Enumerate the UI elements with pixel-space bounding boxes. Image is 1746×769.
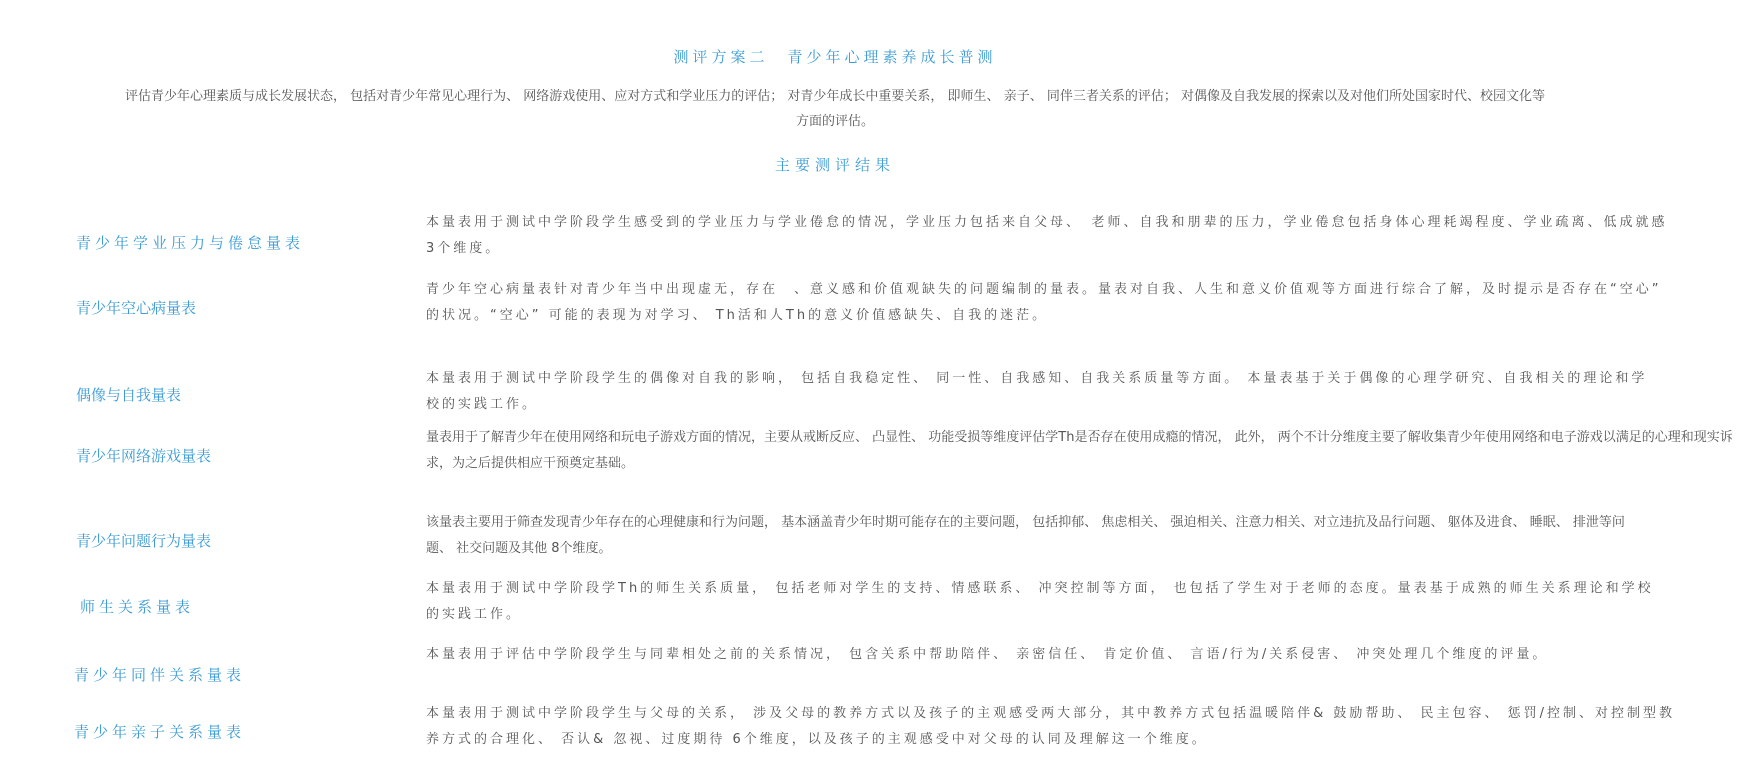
scale-description: 本量表用于评估中学阶段学生与同辈相处之前的关系情况， 包含关系中帮助陪伴、 亲密信任、 肯定价值、 言语/行为/关系侵害、 冲突处理几个维度的评量。 xyxy=(426,647,1549,662)
scale-name: 偶像与自我量表 xyxy=(76,386,182,404)
scale-name: 青少年网络游戏量表 xyxy=(76,447,212,465)
intro-paragraph: 评估青少年心理素质与成长发展状态， 包括对青少年常见心理行为、 网络游戏使用、应对方式和学业压力的评估； 对青少年成长中重要关系， 即师生、 亲子、 同伴三者关系的评估； 对偶像及自我发展的探索以及对他们所处国家时代、校园文化等方面的评估。 xyxy=(125,89,1545,129)
scale-description: 本量表用于测试中学阶段学生与父母的关系， 涉及父母的教养方式以及孩子的主观感受两大部分，其中教养方式包括温暖陪伴& 鼓励帮助、 民主包容、 惩罚/控制、对控制型教养方式的合理化、 否认& 忽视、过度期待 6个维度，以及孩子的主观感受中对父母的认同及理解这一个维度。 xyxy=(426,706,1676,747)
scale-description: 该量表主要用于筛查发现青少年存在的心理健康和行为问题， 基本涵盖青少年时期可能存在的主要问题， 包括抑郁、 焦虑相关、 强迫相关、注意力相关、对立违抗及品行问题、 躯体及进食、 睡眠、 排泄等问题、 社交问题及其他 8个维度。 xyxy=(426,515,1625,556)
section-subtitle: 主要测评结果 xyxy=(774,156,895,174)
scale-name: 青少年学业压力与倦怠量表 xyxy=(76,234,305,252)
scale-description: 量表用于了解青少年在使用网络和玩电子游戏方面的情况，主要从戒断反应、 凸显性、 功能受损等维度评估学Th是否存在使用成瘾的情况， 此外， 两个不计分维度主要了解收集青少年使用网络和电子游戏以满足的心理和现实诉求，为之后提供相应干预奠定基础。 xyxy=(426,430,1733,471)
page-title: 测评方案二 青少年心理素养成长普测 xyxy=(673,48,997,66)
scale-name: 青少年同伴关系量表 xyxy=(74,666,246,684)
scale-description: 本量表用于测试中学阶段学生感受到的学业压力与学业倦怠的情况，学业压力包括来自父母、 老师、自我和朋辈的压力，学业倦怠包括身体心理耗竭程度、学业疏离、低成就感 3个维度。 xyxy=(426,215,1668,256)
scale-name: 青少年亲子关系量表 xyxy=(74,723,246,741)
scale-description: 本量表用于测试中学阶段学Th的师生关系质量， 包括老师对学生的支持、情感联系、 冲突控制等方面， 也包括了学生对于老师的态度。量表基于成熟的师生关系理论和学校的实践工作。 xyxy=(426,581,1654,622)
scale-name: 青少年空心病量表 xyxy=(76,299,197,317)
scale-description: 本量表用于测试中学阶段学生的偶像对自我的影响， 包括自我稳定性、 同一性、自我感知、自我关系质量等方面。 本量表基于关于偶像的心理学研究、自我相关的理论和学校的实践工作。 xyxy=(426,371,1648,412)
scale-description: 青少年空心病量表针对青少年当中出现虚无，存在 、意义感和价值观缺失的问题编制的量表。量表对自我、人生和意义价值观等方面进行综合了解，及时提示是否存在“空心” 的状况。“空心” 可能的表现为对学习、 Th活和人Th的意义价值感缺失、自我的迷茫。 xyxy=(426,282,1662,323)
scale-name: 师生关系量表 xyxy=(80,598,195,616)
scale-name: 青少年问题行为量表 xyxy=(76,532,212,550)
